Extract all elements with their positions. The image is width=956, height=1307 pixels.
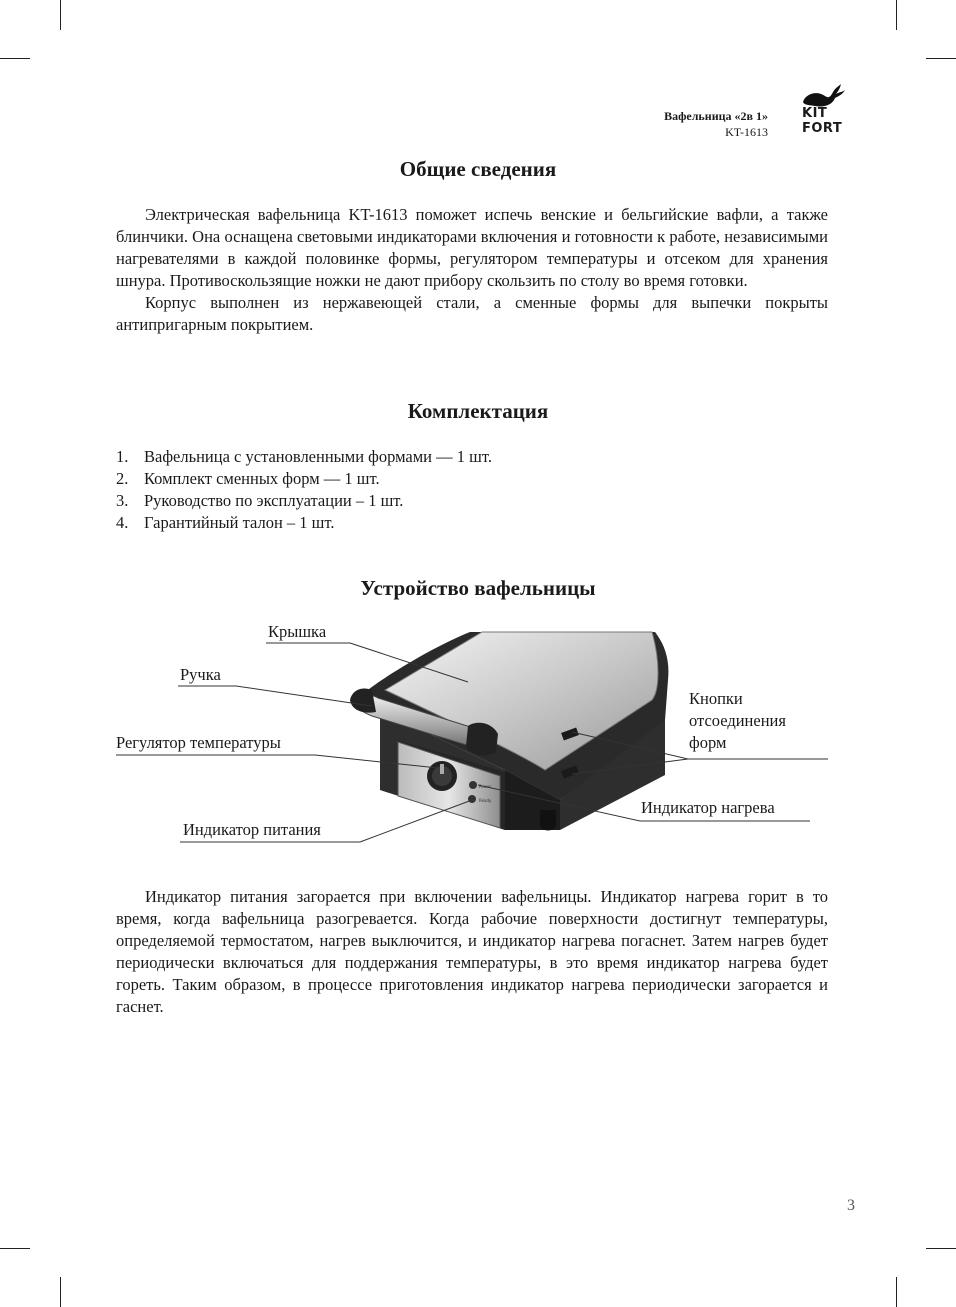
indicators-paragraph: Индикатор питания загорается при включении вафельницы. Индикатор нагрева горит в то время, когда вафельница разогревается. Когда рабочие поверхности достигнут температуры, определяемой термостатом, нагрев выключится, и индикатор нагрева погаснет. Затем нагрев будет периодически включаться для поддержания температуры, в это время индикатор нагрева будет гореть. Таким образом, в процессе приготовления индикатор нагрева периодически загорается и гаснет. (116, 887, 828, 1016)
label-release-buttons-line-2: отсоединения (689, 711, 786, 730)
brand-line-2: FORT (802, 121, 843, 136)
general-paragraph-1: Электрическая вафельница KT-1613 поможет испечь венские и бельгийские вафли, а также блинчики. Она оснащена световыми индикаторами включения и готовности к работе, независимыми нагревателями в каждой половинке формы, регулятором температуры и отсеком для хранения шнура. Противоскользящие ножки не дают прибору скользить по столу во время готовки. (116, 205, 828, 290)
list-item-text: Комплект сменных форм — 1 шт. (144, 469, 380, 488)
label-power-indicator: Индикатор питания (183, 820, 321, 839)
label-release-buttons-line-3: форм (689, 733, 727, 752)
indicators-text (116, 886, 828, 1018)
product-name: Вафельница «2в 1» (664, 109, 768, 123)
label-release-buttons (689, 688, 786, 754)
panel-label-power: Power (479, 784, 492, 789)
label-release-buttons-line-1: Кнопки (689, 689, 743, 708)
section-heading-general: Общие сведения (399, 157, 557, 181)
general-paragraph-2: Корпус выполнен из нержавеющей стали, а сменные формы для выпечки покрыты антипригарным покрытием. (116, 293, 828, 334)
label-heat-indicator: Индикатор нагрева (641, 798, 775, 817)
list-item-text: Гарантийный талон – 1 шт. (144, 513, 335, 532)
label-lid: Крышка (268, 622, 327, 641)
list-item-text: Руководство по эксплуатации – 1 шт. (144, 491, 404, 510)
section-heading-device: Устройство вафельницы (360, 576, 596, 600)
product-model: KT-1613 (725, 125, 768, 139)
list-item-number: 2. (116, 469, 129, 488)
label-handle: Ручка (180, 665, 221, 684)
list-item-text: Вафельница с установленными формами — 1 шт. (144, 447, 492, 466)
section-heading-kit: Комплектация (407, 399, 549, 423)
page-number: 3 (847, 1197, 855, 1214)
temperature-knob-icon (427, 761, 457, 791)
brand-line-1: KIT (802, 106, 828, 121)
label-thermostat: Регулятор температуры (116, 733, 281, 752)
list-item-number: 4. (116, 513, 129, 532)
list-item-number: 1. (116, 447, 129, 466)
panel-label-ready: Ready (479, 798, 492, 803)
list-item-number: 3. (116, 491, 129, 510)
